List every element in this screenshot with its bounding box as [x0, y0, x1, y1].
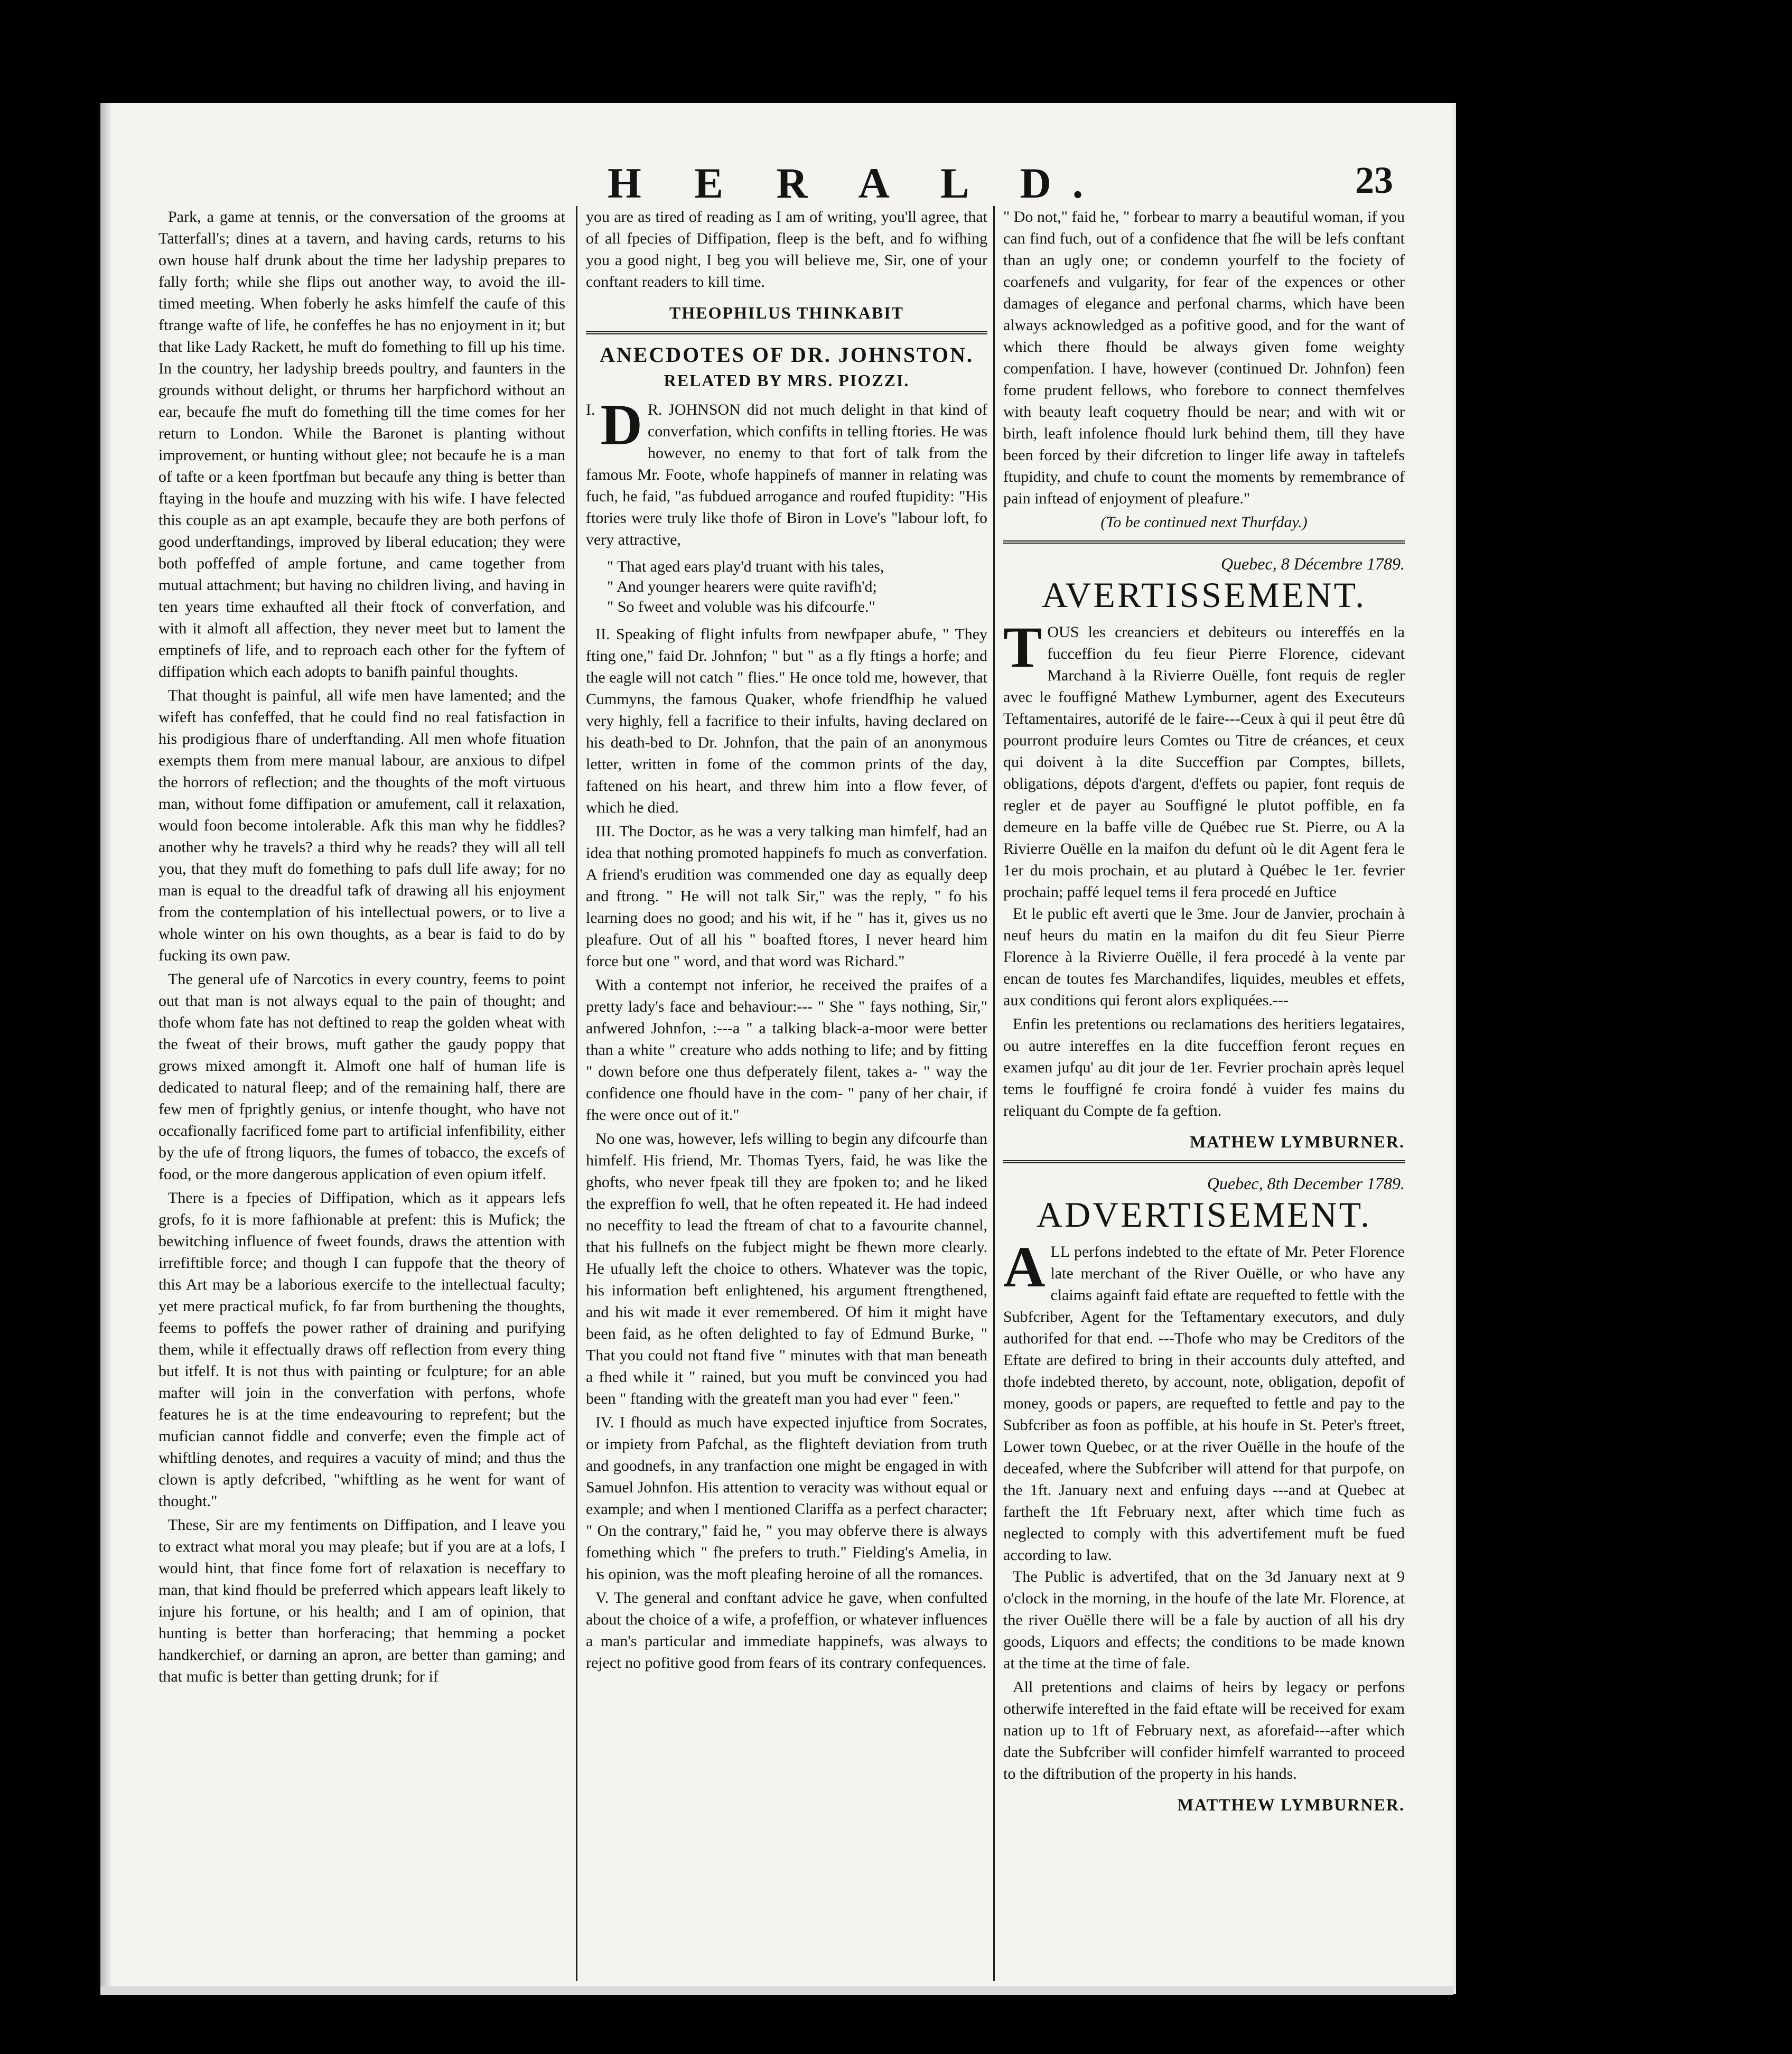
paragraph: " Do not," faid he, " forbear to marry a beautiful woman, if you can find fuch, out of a confidence that fhe will be lefs conftant than an ugly one; or condemn yourfelf to the fociety of coarfenefs and vulgarity, for fear of the expences or other damages of elegance and perfonal charms, which have been always acknowledged as a pofitive good, and for the want of which there fhould be always given fome weighty compenfation. I have, however (continued Dr. Johnfon) feen fome prudent fellows, who forebore to connect themfelves with beauty leaft coquetry fhould be near; and with wit or birth, leaft infolence fhould lurk behind them, till they have been forced by their difcretion to linger life away in taftelefs ftupidity, and chufe to count the moments by remembrance of pain inftead of enjoyment of pleafure." [1003, 208, 1405, 507]
french-advert-signature: MATHEW LYMBURNER. [1190, 1132, 1405, 1151]
paragraph: With a contempt not inferior, he received the praifes of a pretty lady's face and behaviour:--- " She " fays nothing, Sir," anfwered Johnfon, :---a " a talking black-a-moor were better than a white " creature who adds nothing to life; and by fitting " down before one thus defperately filent, takes a- " way the confidence one fhould have in the com- " pany of her chair, if fhe were once out of it." [586, 976, 987, 1124]
section-divider [586, 331, 987, 334]
page-number: 23 [1355, 159, 1393, 201]
paragraph: II. Speaking of flight infults from newfpaper abufe, " They fting one," faid Dr. Johnfon; " but " as a fly ftings a horfe; and the eagle will not catch " flies." He once told me, however, that Cummyns, the famous Quaker, whofe friendfhip he valued very highly, fell a facrifice to their infults, having declared on his death-bed to Dr. Johnfon, that the pain of an anonymous letter, written in fome of the common prints of the day, faftened on his heart, and threw him into a flow fever, of which he died. [586, 625, 987, 816]
paragraph: OUS les creanciers et debiteurs ou intereffés en la fucceffion du feu fieur Pierre Florence, cidevant Marchand à la Rivierre Ouëlle, font requis de regler avec le fouffigné Mathew Lymburner, agent des Executeurs Teftamentaires, autorifé de le faire---Ceux à qui il peut être dû pourront produire leurs Comtes ou Titre de créances, et ceux qui doivent à la dite Succeffion par Comptes, billets, obligations, dépots d'argent, d'effets ou papier, font requis de regler et de payer au Souffigné le plutot poffible, en fa demeure en la baffe ville de Québec rue St. Pierre, ou A la Rivierre Ouëlle en la maifon du defunt où le dit Agent fera le 1er du mois prochain, et au plutard à Québec le 1er. fevrier prochain; paffé lequel tems il fera procedé en Juftice [1003, 623, 1405, 901]
paragraph: IV. I fhould as much have expected injuftice from Socrates, or impiety from Pafchal, as the flighteft deviation from truth and goodnefs, in any tranfaction one might be engaged in with Samuel Johnfon. His attention to veracity was without equal or example; and when I mentioned Clariffa as a perfect character; " On the contrary," faid he, " you may obferve there is always fomething which " fhe prefers to truth." Fielding's Amelia, in his opinion, was the moft pleafing heroine of all the romances. [586, 1414, 987, 1583]
paragraph: No one was, however, lefs willing to begin any difcourfe than himfelf. His friend, Mr. Thomas Tyers, faid, he was like the ghofts, who never fpeak till they are fpoken to; and he liked the expreffion fo well, that he often repeated it. He had indeed no neceffity to lead the ftream of chat to a favourite channel, that his fullnefs on the fubject might be fhewn more clearly. He ufually left the choice to others. Whatever was the topic, his information beft enlightened, his argument ftrengthened, and his wit made it ever remembered. Of him it might have been faid, as he often delighted to fay of Edmund Burke, " That you could not ftand five " minutes with that man beneath a fhed while it " rained, but you muft be convinced you had been " ftanding with the greateft man you had ever " feen." [586, 1130, 987, 1407]
section-divider [1003, 1160, 1405, 1163]
paragraph: These, Sir are my fentiments on Diffipation, and I leave you to extract what moral you may pleafe; but if you are at a lofs, I would hint, that fince fome fort of relaxation is neceffary to man, that kind fhould be preferred which appears leaft likely to injure his fortune, or his health; and I am of opinion, that hunting is better than horferacing; that hemming a pocket handkerchief, or darning an apron, are better than gaming; and that mufic is better than getting drunk; for if [158, 1516, 565, 1685]
french-dateline: Quebec, 8 Décembre 1789. [1220, 554, 1405, 573]
article-title: ANECDOTES OF DR. JOHNSTON. [599, 343, 974, 367]
paragraph: Et le public eft averti que le 3me. Jour de Janvier, prochain à neuf heurs du matin en la maifon du dit feu Sieur Pierre Florence à la Rivierre Ouëlle, il fera procedé à la vente par encan de toutes fes Marchandifes, liquides, meubles et effets, aux conditions qui feront alors expliquées.--- [1003, 905, 1405, 1009]
paragraph: The general ufe of Narcotics in every country, feems to point out that man is not always equal to the pain of thought; and thofe whom fate has not deftined to reap the golden wheat with the fweat of their brows, muft gather the gaudy poppy that grows mixed amongft it. Almoft one half of human life is dedicated to natural fleep; and of the remaining half, there are few men of fprightly genius, or intenfe thought, who have not occafionally facrificed fome part to artificial infenfibility, either by the ufe of ftrong liquors, the fumes of tobacco, the excefs of food, or the more dangerous application of even opium itfelf. [158, 970, 565, 1183]
anecdote-number: I. [586, 401, 595, 418]
article-subtitle: RELATED BY MRS. PIOZZI. [664, 371, 910, 390]
paragraph: The Public is advertifed, that on the 3d January next at 9 o'clock in the morning, in the houfe of the late Mr. Florence, at the river Ouëlle there will be a fale by auction of all his dry goods, Liquors and effects; the conditions to be made known at the time at the time of fale. [1003, 1568, 1405, 1672]
page-fold-shadow [100, 103, 112, 1994]
drop-cap: A [1003, 1235, 1046, 1299]
continued-note: (To be continued next Thurfday.) [1100, 514, 1308, 531]
section-divider [1003, 540, 1405, 544]
english-dateline: Quebec, 8th December 1789. [1207, 1174, 1405, 1193]
drop-cap: D [600, 393, 642, 457]
paragraph: All pretentions and claims of heirs by legacy or perfons otherwife interefted in the faid eftate will be received for exam nation up to 1ft of February next, as aforefaid---after which date the Subfcriber will confider himfelf warranted to proceed to the diftribution of the property in his hands. [1003, 1678, 1405, 1782]
paragraph: LL perfons indebted to the eftate of Mr. Peter Florence late merchant of the River Ouëlle, or who have any claims againft faid eftate are requefted to fettle with the Subfcriber, Agent for the Teftamentary executors, and duly authorifed for that end. ---Thofe who may be Creditors of the Eftate are defired to bring in their accounts duly attefted, and thofe indebted thereto, by account, note, obligation, depofit of money, goods or papers, are requefted to fettle and pay to the Subfcriber as foon as poffible, at his houfe in St. Peter's ftreet, Lower town Quebec, or at the river Ouëlle in the houfe of the deceafed, where the Subfcriber will attend for that purpofe, on the 1ft. January next and enfuing days ---and at Quebec at fartheft the 1ft February next, after which time fuch as neglected to comply with this advertifement muft be fued according to law. [1003, 1243, 1405, 1564]
verse-line: " That aged ears play'd truant with his tales, [607, 558, 884, 575]
paragraph: V. The general and conftant advice he gave, when confulted about the choice of a wife, a profeffion, or whatever influences a man's particular and immediate happinefs, was always to reject no pofitive good from fears of its contrary confequences. [586, 1589, 987, 1672]
paragraph: Enfin les pretentions ou reclamations des heritiers legataires, ou autre intereffes en la dite fucceffion feront reçues en examen jufqu' au dit jour de 1er. Fevrier prochain après lequel tems le fouffigné fe croira fondé à vuider fes mains du reliquant du Compte de fa geftion. [1003, 1015, 1405, 1119]
verse-quote [586, 557, 987, 617]
paragraph: you are as tired of reading as I am of writing, you'll agree, that of all fpecies of Diffipation, fleep is the beft, and fo wifhing you a good night, I beg you will believe me, Sir, one of your conftant readers to kill time. [586, 208, 987, 291]
paragraph: That thought is painful, all wife men have lamented; and the wifeft has confeffed, that he could find no real fatisfaction in his prodigious fhare of underftanding. All men whofe fituation exempts them from mere manual labour, are anxious to difpel the horrors of reflection; and the thoughts of the moft virtuous man, without fome diffipation or amufement, call it relaxation, would foon become intolerable. Afk this man why he fiddles? another why he travels? a third why he reads? they will all tell you, that they muft do fomething to pafs dull life away; for no man is equal to the dreadful tafk of drawing all his enjoyment from the contemplation of his intellectual powers, or to live a whole winter on his own thoughts, as a bear is faid to do by fucking its own paw. [158, 687, 565, 964]
english-advert-signature: MATTHEW LYMBURNER. [1177, 1795, 1405, 1814]
masthead-title: H E R A L D. [608, 159, 1105, 207]
column-3 [993, 206, 1405, 1981]
paragraph: R. JOHNSON did not much delight in that kind of converfation, which confifts in telling ftories. He was however, no enemy to that fort of talk from the famous Mr. Foote, whofe happinefs of manner in relating was fuch, he faid, "as fubdued arrogance and roufed ftupidity: "His ftories were truly like thofe of Biron in Love's "labour loft, fo very attractive, [586, 401, 987, 548]
paragraph: Park, a game at tennis, or the conversation of the grooms at Tatterfall's; dines at a tavern, and having cards, returns to his own house half drunk about the time her ladyship prepares to fally forth; while she flips out another way, to avoid the ill-timed meeting. When foberly he asks himfelf the caufe of this ftrange wafte of life, he confeffes he has no enjoyment in it; but that like Lady Rackett, he muft do fomething to fill up his time. In the country, her ladyship breeds poultry, and faunters in the grounds without delight, or thrums her harpfichord without an ear, becaufe fhe muft do fomething till the time comes for her return to London. While the Baronet is planting without improvement, or hunting without glee; not becaufe he is a man of tafte or a keen fportfman but becaufe any thing is better than ftaying in the houfe and muzzing with his wife. I have felected this couple as an apt example, becaufe they are both perfons of good underftandings, improved by liberal education; they were both poffeffed of ample fortune, and came together from mutual attachment; but having no children living, and having in ten years time exhaufted all their ftock of converfation, and with it almoft all affection, they never meet but to lament the emptinefs of life, and to reproach each other for the fyftem of diffipation which each adopts to banifh painful thoughts. [158, 208, 565, 680]
page-bottom-edge [100, 1986, 1453, 1995]
french-advert-title: AVERTISSEMENT. [1041, 575, 1367, 615]
drop-cap: T [1003, 615, 1042, 679]
column-1 [158, 206, 565, 1981]
verse-line: " And younger hearers were quite ravifh'd; [607, 578, 877, 595]
paragraph: There is a fpecies of Diffipation, which as it appears lefs grofs, fo it is more fafhionable at prefent: this is Mufick; the bewitching influence of fweet founds, draws the attention with irrefiftible force; and though I can fuppofe that the theory of this Art may be a laborious exercife to the intellectual faculty; yet mere practical mufick, fo far from burthening the thoughts, feems to poffefs the power rather of draining and purifying them, while it effectually draws off reflection from every thing but itfelf. It is not thus with painting or fculpture; for an able mafter will join in the converfation with perfons, whofe features he is at the time endeavouring to reprefent; but the mufician cannot fiddle and converfe; even the fimple act of whiftling denotes, and requires a vacuity of mind; and thus the clown is aptly defcribed, "whiftling as he went for want of thought." [158, 1189, 565, 1510]
paragraph: III. The Doctor, as he was a very talking man himfelf, had an idea that nothing promoted happinefs fo much as converfation. A friend's erudition was commended one day as equally deep and ftrong. " He will not talk Sir," was the reply, " fo his learning does no good; and his wit, if he " has it, gives us no pleafure. Out of all his " boafted ftores, I never heard him force but one " word, and that word was Richard." [586, 823, 987, 970]
english-advert-title: ADVERTISEMENT. [1036, 1194, 1372, 1235]
letter-signature: THEOPHILUS THINKABIT [669, 303, 904, 322]
verse-line: " So fweet and voluble was his difcourfe." [607, 598, 875, 615]
column-2 [576, 206, 987, 1981]
